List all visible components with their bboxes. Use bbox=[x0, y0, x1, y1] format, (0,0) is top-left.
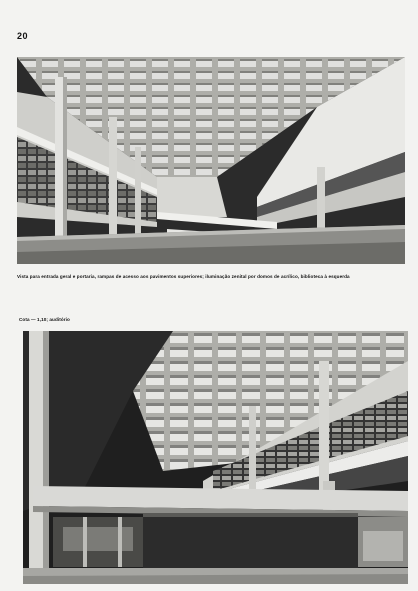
atrium-photo bbox=[17, 57, 405, 264]
photo-caption-entrance: Vista para entrada geral e portaria, rampas de acesso aos pavimentos superiores; iluminação zenital por domos de acrílico, biblioteca à esquerda bbox=[17, 274, 350, 279]
page-number: 20 bbox=[17, 31, 29, 41]
photo-caption-auditorium: Cota — 1,10; auditório bbox=[19, 317, 70, 322]
auditorium-photo bbox=[23, 331, 408, 584]
auditorium-photo-image bbox=[23, 331, 408, 584]
atrium-photo-image bbox=[17, 57, 405, 264]
